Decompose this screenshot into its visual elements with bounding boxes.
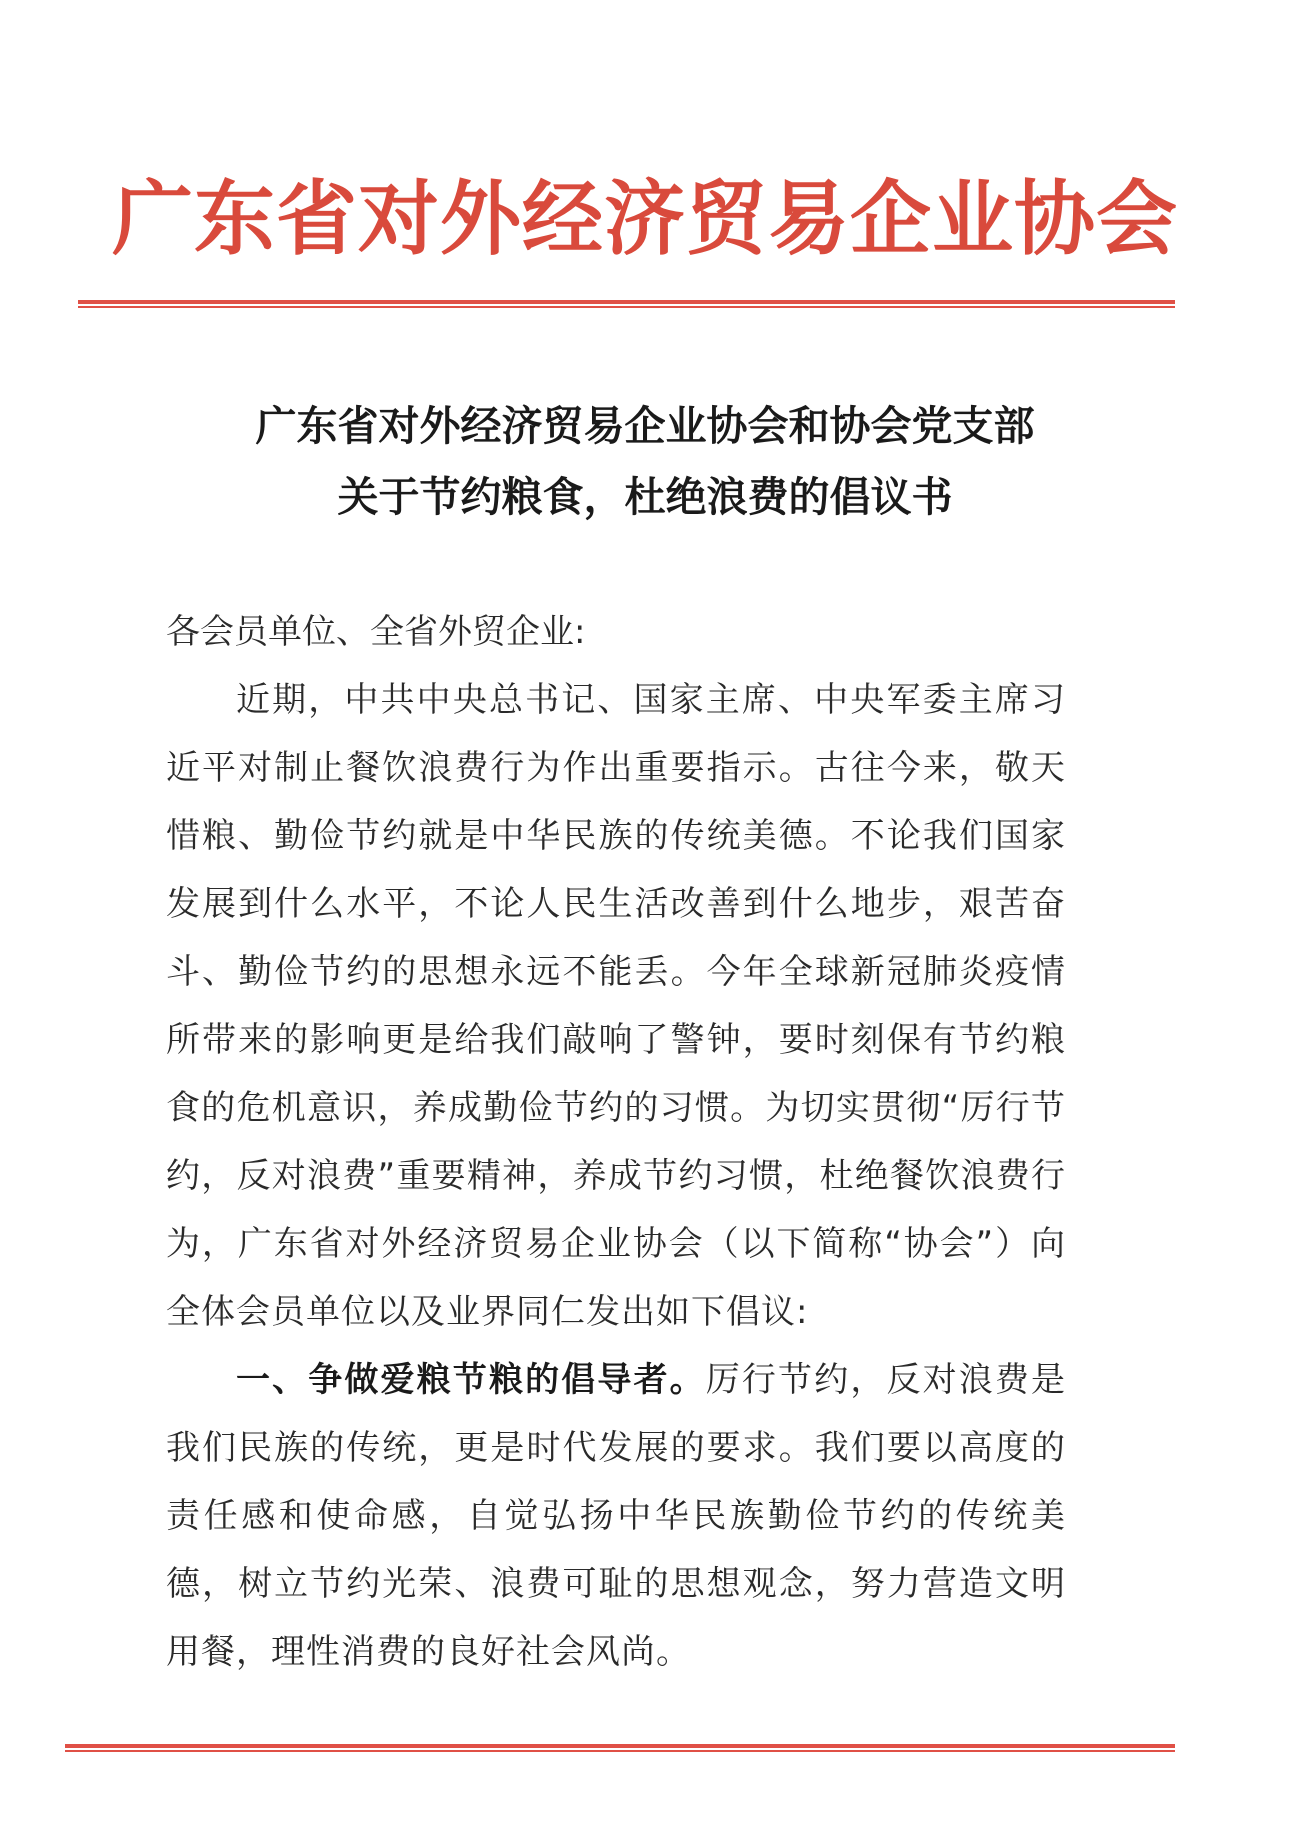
footer-divider [65,1744,1175,1752]
point-1-text: 厉行节约，反对浪费是我们民族的传统，更是时代发展的要求。我们要以高度的责任感和使命感，自觉弘扬中华民族勤俭节约的传统美德，树立节约光荣、浪费可耻的思想观念，努力营造文明用餐，理性消费的良好社会风尚。 [166,1360,1067,1672]
letterhead-title: 广东省对外经济贸易企业协会 [111,173,1178,267]
point-1-heading: 一、争做爱粮节粮的倡导者。 [236,1360,706,1400]
intro-paragraph: 近期，中共中央总书记、国家主席、中央军委主席习近平对制止餐饮浪费行为作出重要指示。古往今来，敬天惜粮、勤俭节约就是中华民族的传统美德。不论我们国家发展到什么水平，不论人民生活改善到什么地步，艰苦奋斗、勤俭节约的思想永远不能丢。今年全球新冠肺炎疫情所带来的影响更是给我们敲响了警钟，要时刻保有节约粮食的危机意识，养成勤俭节约的习惯。为切实贯彻“厉行节约，反对浪费”重要精神，养成节约习惯，杜绝餐饮浪费行为，广东省对外经济贸易企业协会（以下简称“协会”）向全体会员单位以及业界同仁发出如下倡议: [166,680,1066,1332]
document-title-line-1: 广东省对外经济贸易企业协会和协会党支部 [255,402,1035,450]
document-body [166,598,1066,1686]
point-1-paragraph [166,1346,1066,1686]
letterhead-divider [78,300,1175,308]
document-title-line-2: 关于节约粮食，杜绝浪费的倡议书 [337,473,953,521]
salutation: 各会员单位、全省外贸企业: [166,612,586,652]
